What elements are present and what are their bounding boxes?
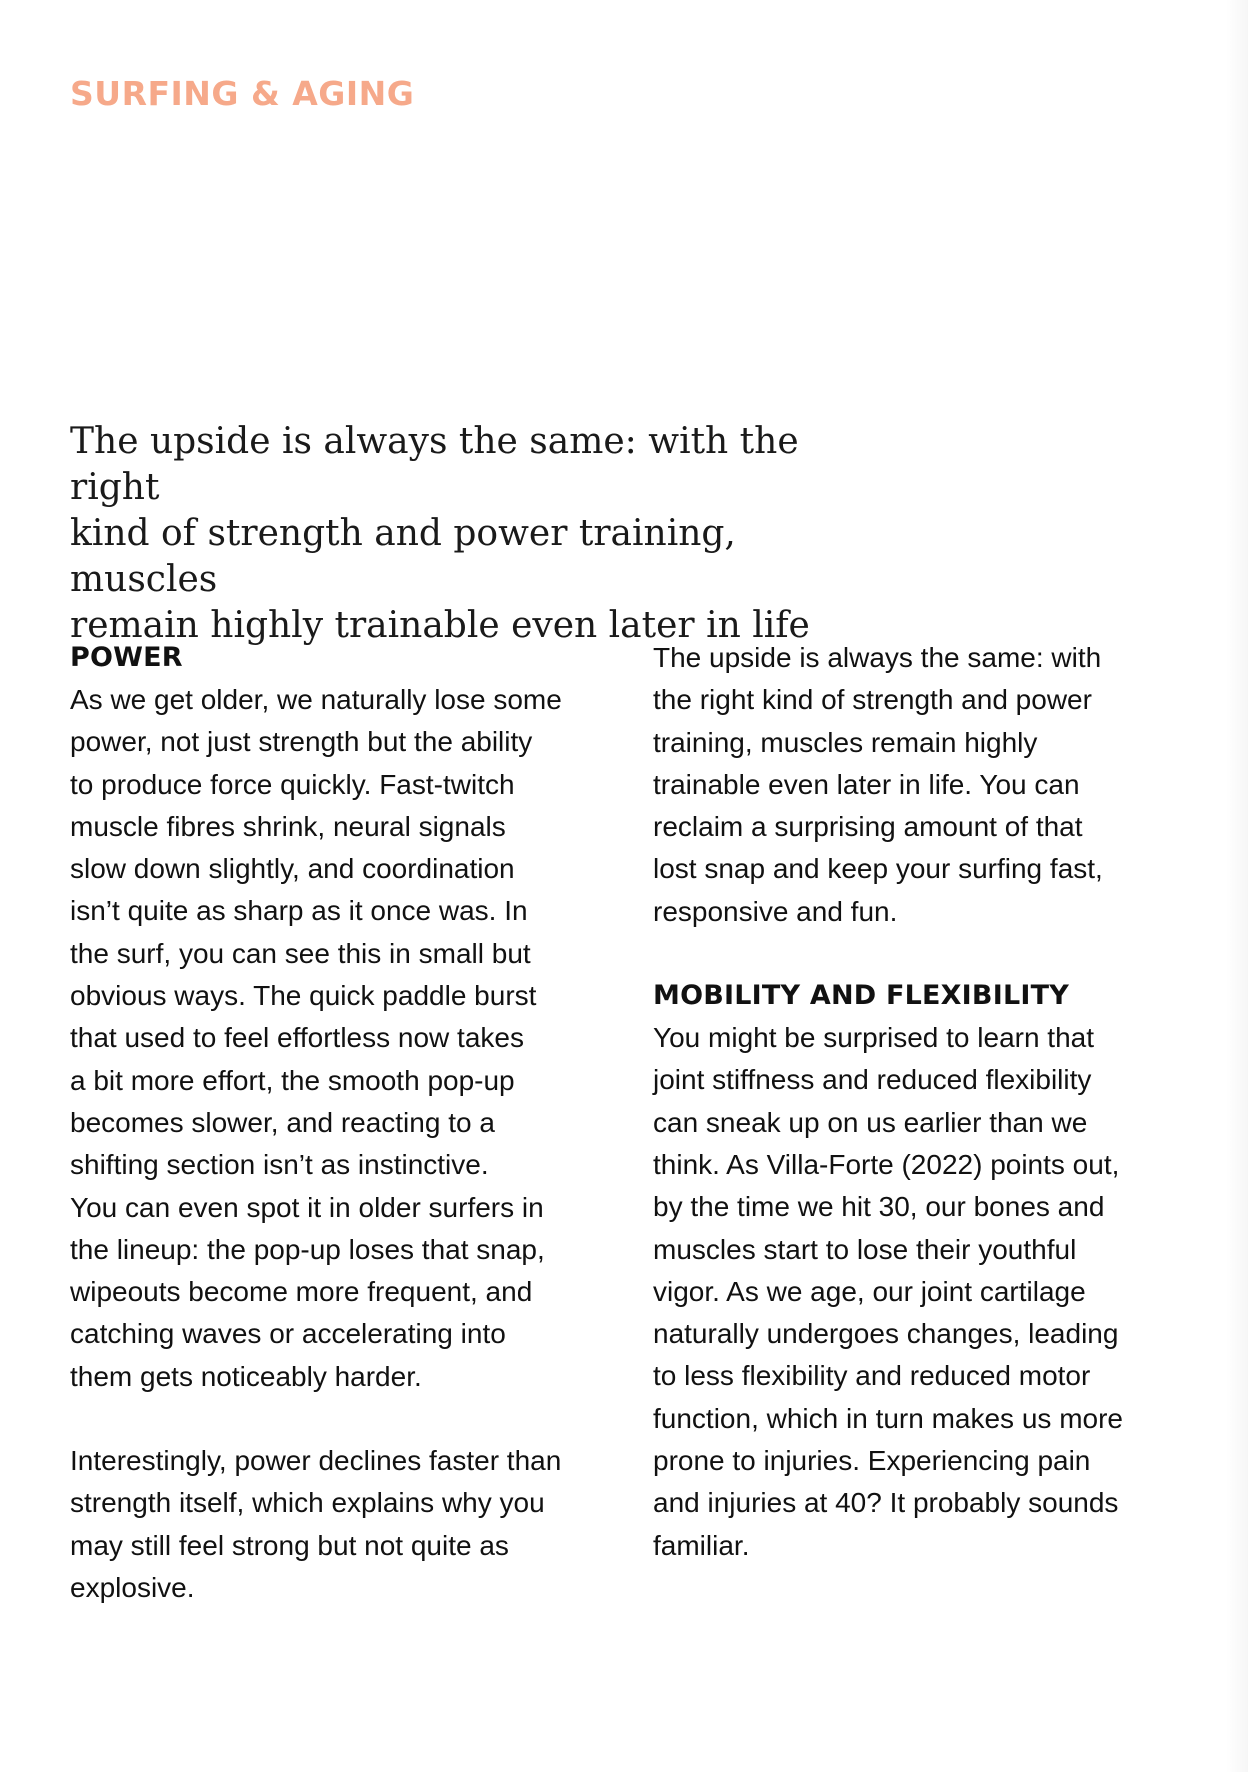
- page-edge-shadow: [1226, 0, 1248, 1772]
- power-paragraph-1: As we get older, we naturally lose some power, not just strength but the ability to produce force quickly. Fast-twitch muscle fibres shrink, neural signals slow down slightly, and coordination isn’t quite as sharp as it once was. In the surf, you can see this in small but obvious ways. The quick paddle burst that used to feel effortless now takes a bit more effort, the smooth pop-up becomes slower, and reacting to a shifting section isn’t as instinctive. You can even spot it in older surfers in the lineup: the pop-up loses that snap, wipeouts become more frequent, and catching waves or accelerating into them gets noticeably harder.: [70, 684, 562, 1392]
- left-column: [70, 637, 610, 1609]
- paragraph-spacer: [70, 1398, 610, 1440]
- power-paragraph-2: Interestingly, power declines faster than strength itself, which explains why you may still feel strong but not quite as explosive.: [70, 1445, 562, 1603]
- pull-quote: The upside is always the same: with the right kind of strength and power training, muscles remain highly trainable even later in life: [70, 421, 810, 646]
- mobility-heading: MOBILITY AND FLEXIBILITY: [653, 980, 1069, 1012]
- right-column: [653, 637, 1193, 1567]
- power-heading: POWER: [70, 642, 183, 673]
- upside-paragraph: The upside is always the same: with the right kind of strength and power training, muscles remain highly trainable even later in life. You can reclaim a surprising amount of that lost snap and keep your surfing fast, responsive and fun.: [653, 642, 1103, 927]
- section-label: SURFING & AGING: [70, 74, 415, 113]
- mobility-paragraph: You might be surprised to learn that joint stiffness and reduced flexibility can sneak up on us earlier than we think. As Villa-Forte (2022) points out, by the time we hit 30, our bones and muscles start to lose their youthful vigor. As we age, our joint cartilage naturally undergoes changes, leading to less flexibility and reduced motor function, which in turn makes us more prone to injuries. Experiencing pain and injuries at 40? It probably sounds familiar.: [653, 1022, 1123, 1561]
- paragraph-spacer: [653, 933, 1193, 975]
